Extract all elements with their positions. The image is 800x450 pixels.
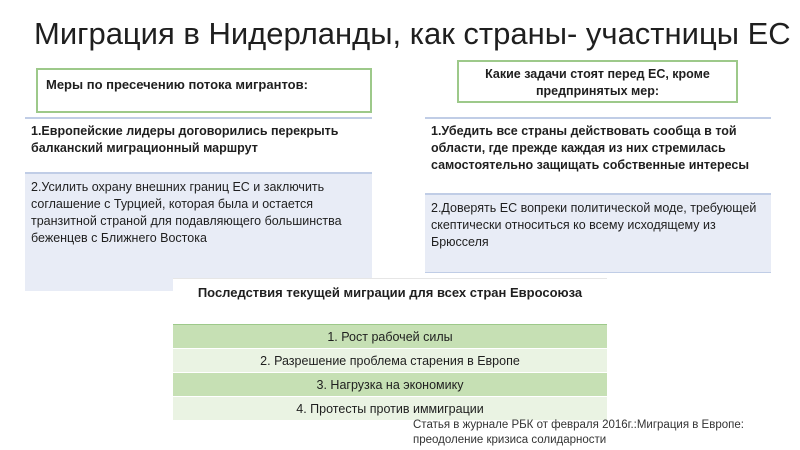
source-caption: Статья в журнале РБК от февраля 2016г.:Миграция в Европе: преодоление кризиса солидарности — [413, 419, 744, 446]
consequence-row: 1. Рост рабочей силы — [173, 325, 607, 349]
consequences-table — [173, 278, 607, 421]
right-label-box: Какие задачи стоят перед ЕС, кроме предпринятых мер: — [457, 60, 738, 103]
left-measure-1: 1.Европейские лидеры договорились перекрыть балканский миграционный маршрут — [25, 117, 372, 174]
consequence-row: 3. Нагрузка на экономику — [173, 373, 607, 397]
consequences-header: Последствия текущей миграции для всех стран Евросоюза — [173, 278, 607, 325]
right-task-1: 1.Убедить все страны действовать сообща в той области, где прежде каждая из них стремилась самостоятельно защищать собственные интересы — [425, 117, 771, 195]
right-tasks-table — [425, 117, 771, 273]
left-label-box: Меры по пресечению потока мигрантов: — [36, 68, 372, 113]
slide-title: Миграция в Нидерланды, как страны- участницы ЕС — [34, 16, 791, 51]
left-measures-table — [25, 117, 372, 291]
consequence-row: 2. Разрешение проблема старения в Европе — [173, 349, 607, 373]
left-measure-2: 2.Усилить охрану внешних границ ЕС и заключить соглашение с Турцией, которая была и остается транзитной страной для подавляющего большинства беженцев с Ближнего Востока — [25, 174, 372, 291]
right-task-2: 2.Доверять ЕС вопреки политической моде, требующей скептически относиться ко всему исходящему из Брюсселя — [425, 195, 771, 273]
consequence-row: 4. Протесты против иммиграции — [173, 397, 607, 421]
